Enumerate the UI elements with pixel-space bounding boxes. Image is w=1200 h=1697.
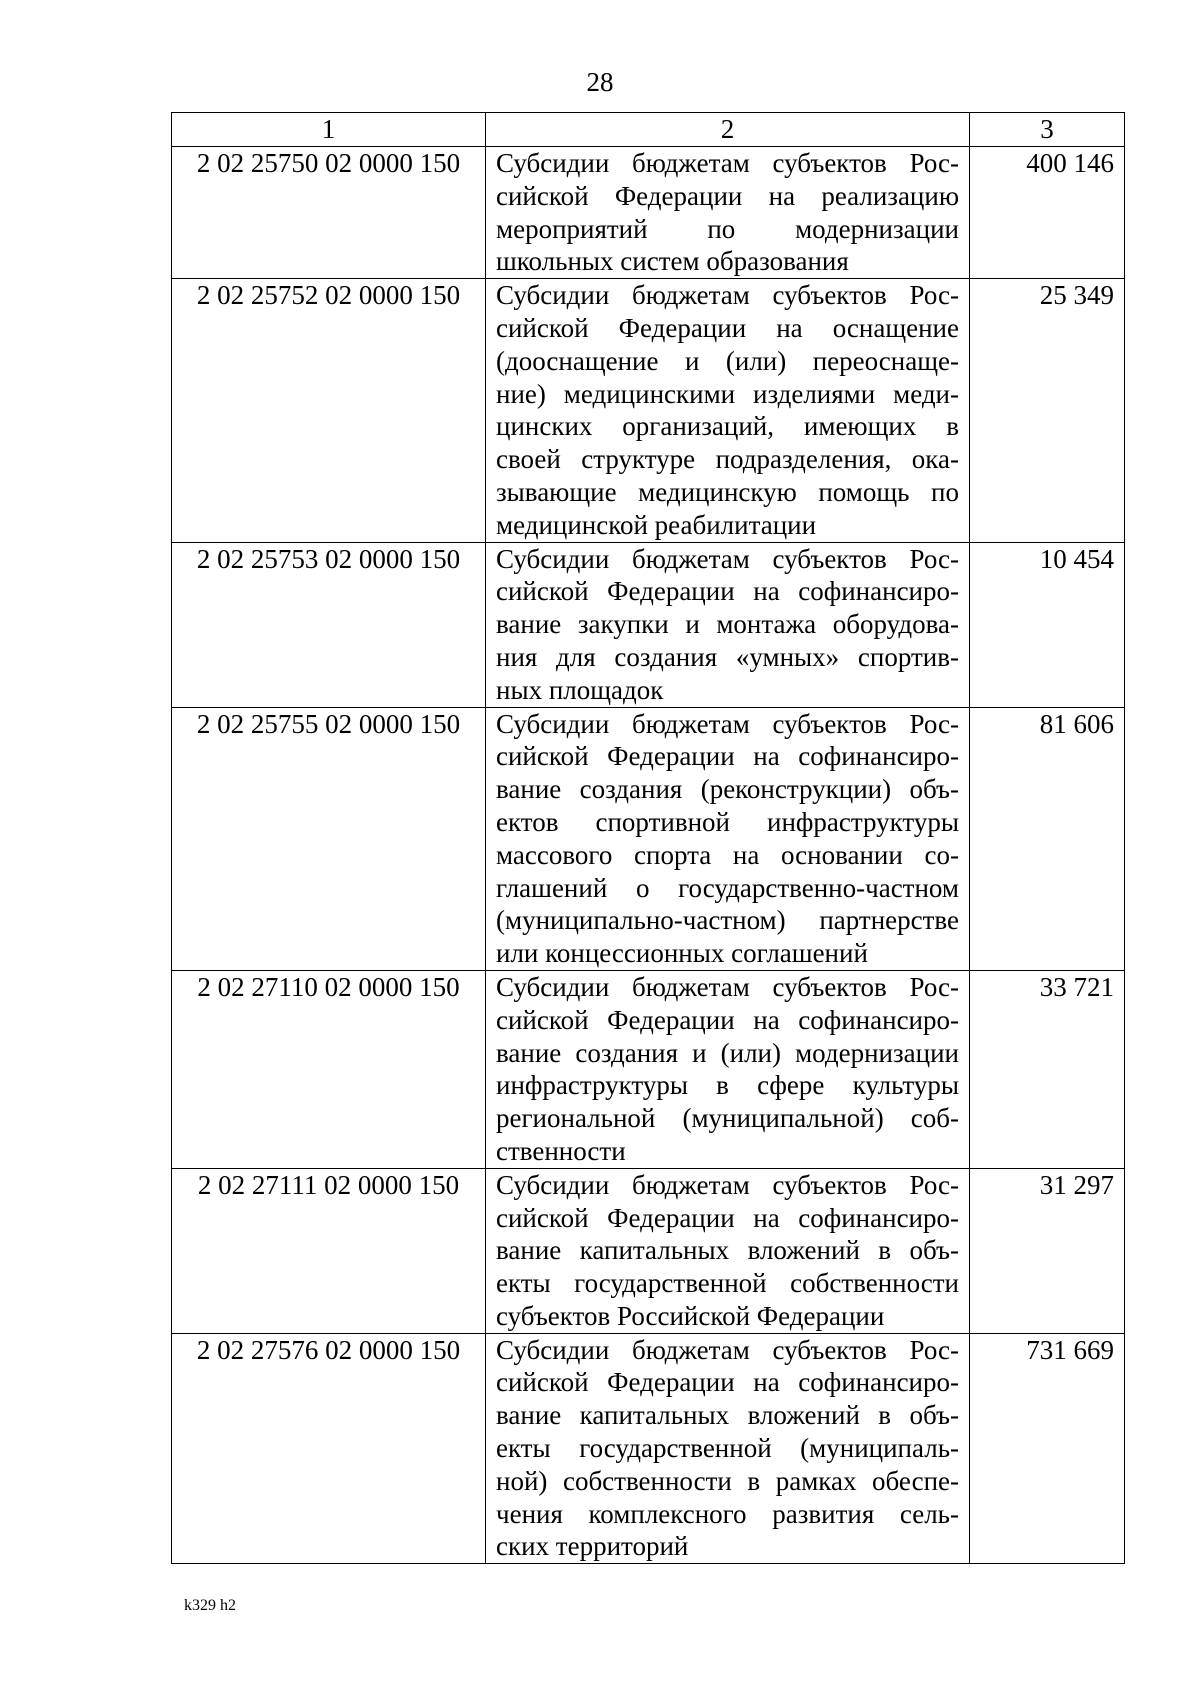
- description-line: глашений о государственно-частном: [496, 872, 959, 903]
- budget-code-cell: 2 02 27110 02 0000 150: [172, 970, 486, 1168]
- table-row: [172, 1168, 1125, 1333]
- header-cell-amount: 3: [970, 113, 1125, 147]
- description-line: сийской Федерации на софинансиро-: [496, 741, 959, 772]
- amount-cell: 731 669: [970, 1333, 1125, 1564]
- description-line: сийской Федерации на реализацию: [496, 180, 959, 211]
- description-line: ских территорий: [496, 1531, 689, 1562]
- description-cell: [486, 1168, 970, 1333]
- budget-code-cell: 2 02 27576 02 0000 150: [172, 1333, 486, 1564]
- description-line: Субсидии бюджетам субъектов Рос-: [496, 148, 959, 178]
- description-line: сийской Федерации на софинансиро-: [496, 576, 959, 607]
- description-line: сийской Федерации на софинансиро-: [496, 1367, 959, 1398]
- description-line: массового спорта на основании со-: [496, 839, 959, 870]
- description-line: (дооснащение и (или) переоснаще-: [496, 345, 959, 376]
- description-line: цинских организаций, имеющих в: [496, 411, 959, 442]
- description-line: Субсидии бюджетам субъектов Рос-: [496, 1334, 959, 1365]
- description-cell: [486, 1333, 970, 1564]
- table-row: [172, 279, 1125, 542]
- table-header-row: [172, 113, 1125, 147]
- description-line: инфраструктуры в сфере культуры: [496, 1070, 959, 1101]
- budget-code-cell: 2 02 27111 02 0000 150: [172, 1168, 486, 1333]
- description-line: Субсидии бюджетам субъектов Рос-: [496, 708, 959, 739]
- description-line: чения комплексного развития сель-: [496, 1498, 959, 1529]
- description-line: или концессионных соглашений: [496, 938, 868, 969]
- description-line: ственности: [496, 1135, 626, 1166]
- amount-cell: 25 349: [970, 279, 1125, 542]
- description-line: вание закупки и монтажа оборудова-: [496, 609, 959, 640]
- description-line: вание создания и (или) модернизации: [496, 1037, 959, 1068]
- header-cell-code: 1: [172, 113, 486, 147]
- description-line: екты государственной собственности: [496, 1268, 959, 1299]
- description-cell: [486, 707, 970, 970]
- amount-cell: 400 146: [970, 147, 1125, 279]
- budget-table: [171, 112, 1125, 1564]
- description-line: (муниципально-частном) партнерстве: [496, 905, 959, 936]
- description-line: субъектов Российской Федерации: [496, 1300, 885, 1331]
- amount-cell: 33 721: [970, 970, 1125, 1168]
- description-line: вание создания (реконструкции) объ-: [496, 774, 959, 805]
- description-line: медицинской реабилитации: [496, 509, 817, 540]
- header-cell-description: 2: [486, 113, 970, 147]
- budget-code-cell: 2 02 25753 02 0000 150: [172, 542, 486, 707]
- description-cell: [486, 279, 970, 542]
- amount-cell: 81 606: [970, 707, 1125, 970]
- description-line: ной) собственности в рамках обеспе-: [496, 1465, 959, 1496]
- description-line: мероприятий по модернизации: [496, 213, 959, 244]
- description-line: ектов спортивной инфраструктуры: [496, 806, 959, 837]
- description-line: ние) медицинскими изделиями меди-: [496, 378, 959, 409]
- table-row: [172, 970, 1125, 1168]
- description-line: Субсидии бюджетам субъектов Рос-: [496, 280, 959, 311]
- description-line: школьных систем образования: [496, 246, 849, 277]
- description-line: своей структуре подразделения, ока-: [496, 444, 959, 475]
- table-row: [172, 542, 1125, 707]
- description-line: ных площадок: [496, 674, 664, 705]
- description-line: региональной (муниципальной) соб-: [496, 1103, 959, 1134]
- table-row: [172, 147, 1125, 279]
- description-line: вание капитальных вложений в объ-: [496, 1235, 959, 1266]
- description-line: екты государственной (муниципаль-: [496, 1433, 959, 1464]
- budget-code-cell: 2 02 25755 02 0000 150: [172, 707, 486, 970]
- description-cell: [486, 542, 970, 707]
- document-code: k329 h2: [184, 1597, 236, 1614]
- page-number: 28: [586, 67, 614, 97]
- amount-cell: 10 454: [970, 542, 1125, 707]
- budget-code-cell: 2 02 25750 02 0000 150: [172, 147, 486, 279]
- description-line: ния для создания «умных» спортив-: [496, 641, 959, 672]
- description-cell: [486, 970, 970, 1168]
- description-line: вание капитальных вложений в объ-: [496, 1400, 959, 1431]
- description-line: сийской Федерации на софинансиро-: [496, 1004, 959, 1035]
- budget-code-cell: 2 02 25752 02 0000 150: [172, 279, 486, 542]
- amount-cell: 31 297: [970, 1168, 1125, 1333]
- description-line: Субсидии бюджетам субъектов Рос-: [496, 543, 959, 574]
- description-line: сийской Федерации на оснащение: [496, 312, 959, 343]
- description-line: Субсидии бюджетам субъектов Рос-: [496, 971, 959, 1002]
- table-row: [172, 707, 1125, 970]
- description-cell: [486, 147, 970, 279]
- description-line: зывающие медицинскую помощь по: [496, 476, 959, 507]
- description-line: Субсидии бюджетам субъектов Рос-: [496, 1169, 959, 1200]
- description-line: сийской Федерации на софинансиро-: [496, 1202, 959, 1233]
- table-row: [172, 1333, 1125, 1564]
